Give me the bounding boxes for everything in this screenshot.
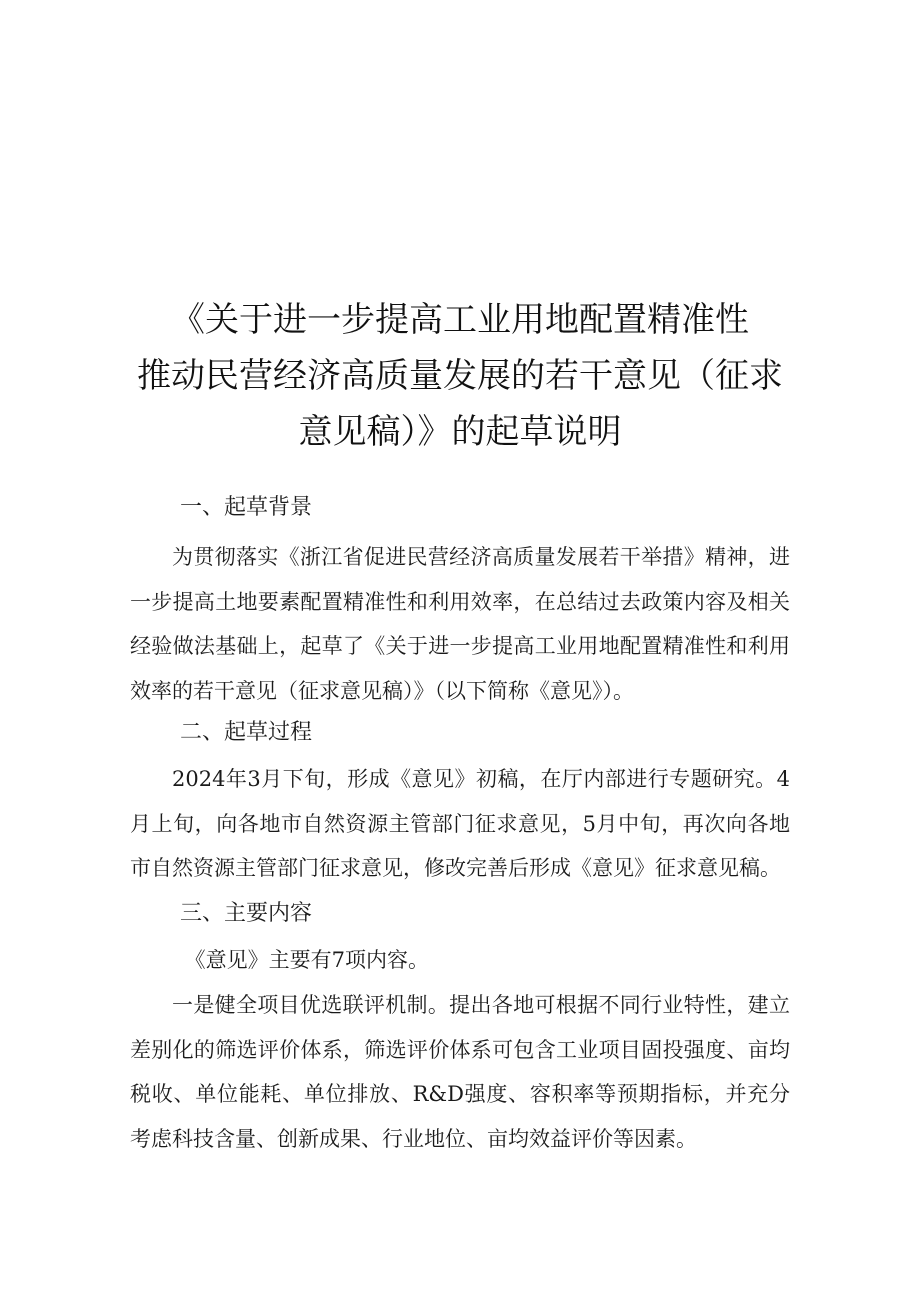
section-heading-process: 二、起草过程	[180, 720, 313, 745]
paragraph-content-intro: 《意见》主要有7项内容。	[184, 948, 429, 972]
paragraph-background: 为贯彻落实《浙江省促进民营经济高质量发展若干举措》精神，进一步提高土地要素配置精准性和利用效率，在总结过去政策内容及相关经验做法基础上，起草了《关于进一步提高工业用地配置精准性和利用效率的若干意见（征求意见稿）》（以下简称《意见》）。	[130, 545, 790, 703]
paragraph-content-item-1: 一是健全项目优选联评机制。提出各地可根据不同行业特性，建立差别化的筛选评价体系，筛选评价体系可包含工业项目固投强度、亩均税收、单位能耗、单位排放、R&D强度、容积率等预期指标，并充分考虑科技含量、创新成果、行业地位、亩均效益评价等因素。	[130, 993, 790, 1151]
paragraph-process: 2024年3月下旬，形成《意见》初稿，在厅内部进行专题研究。4月上旬，向各地市自然资源主管部门征求意见，5月中旬，再次向各地市自然资源主管部门征求意见，修改完善后形成《意见》征求意见稿。	[130, 767, 790, 880]
document-title-line-1: 《关于进一步提高工业用地配置精准性	[171, 300, 749, 340]
document-title-line-2: 推动民营经济高质量发展的若干意见（征求	[137, 356, 783, 396]
section-heading-background: 一、起草背景	[180, 495, 313, 520]
section-heading-content: 三、主要内容	[180, 901, 313, 926]
document-title-line-3: 意见稿）》的起草说明	[298, 412, 622, 452]
